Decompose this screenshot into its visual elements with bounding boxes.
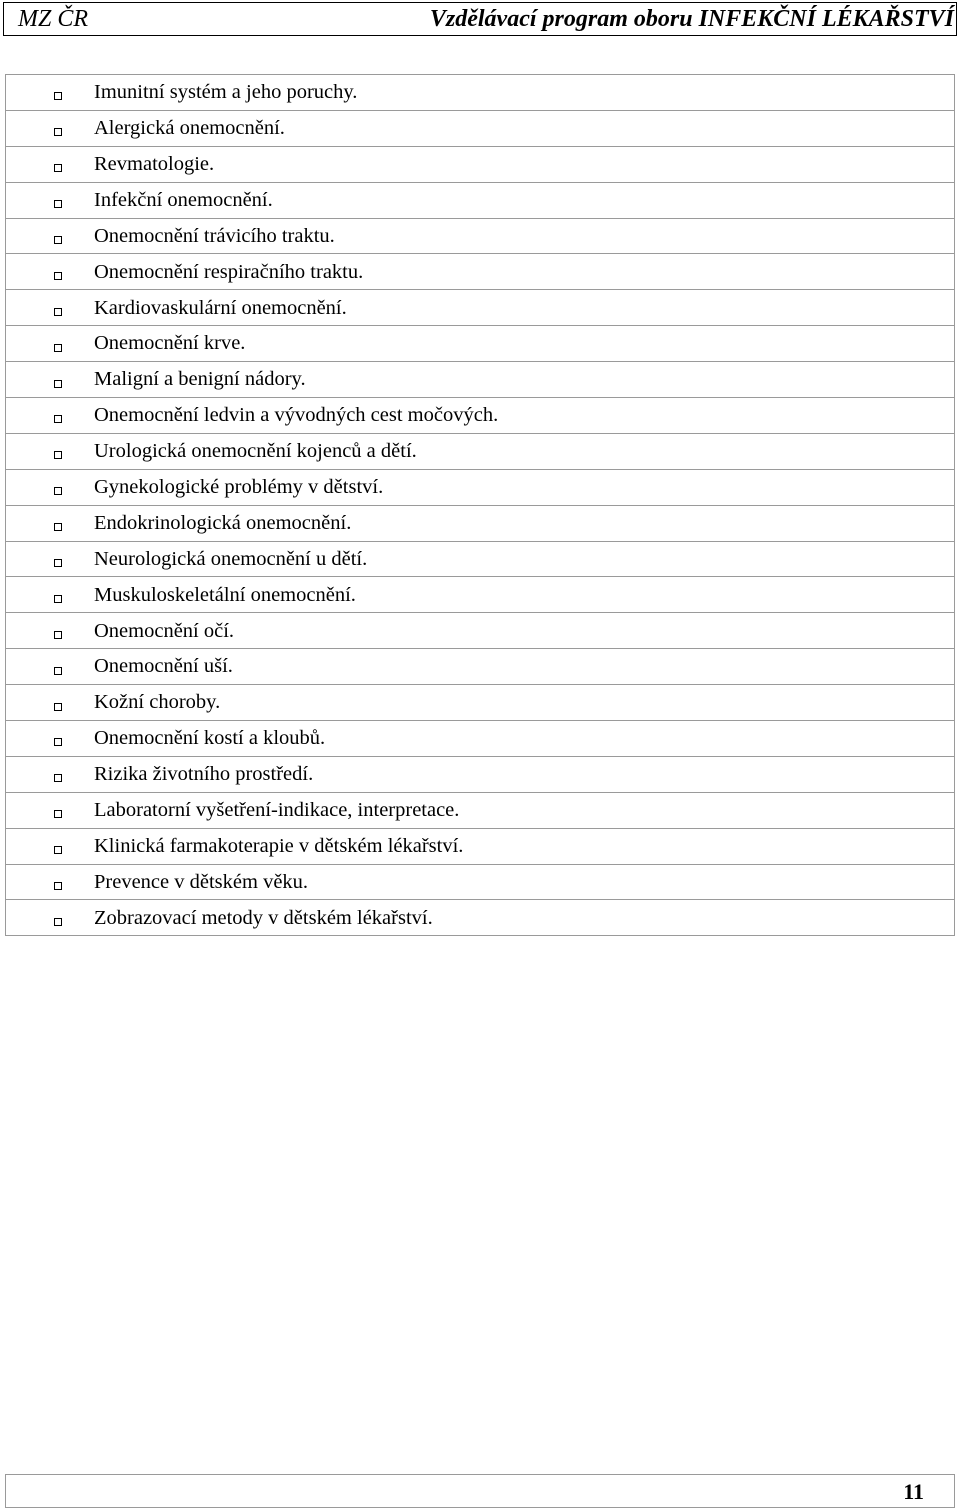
topic-cell <box>6 75 955 111</box>
topic-cell <box>6 685 955 721</box>
topic-text: Imunitní systém a jeho poruchy. <box>94 81 358 104</box>
topic-cell <box>6 469 955 505</box>
header-program-title: Vzdělávací program oboru INFEKČNÍ LÉKAŘSTVÍ <box>429 5 954 32</box>
page-footer <box>5 1474 955 1508</box>
topic-cell <box>6 218 955 254</box>
topic-cell <box>6 828 955 864</box>
square-bullet-icon <box>54 882 62 890</box>
table-row <box>6 290 955 326</box>
square-bullet-icon <box>54 738 62 746</box>
page-header <box>3 2 957 36</box>
topic-text: Zobrazovací metody v dětském lékařství. <box>94 906 433 929</box>
table-row <box>6 505 955 541</box>
square-bullet-icon <box>54 200 62 208</box>
topic-cell <box>6 182 955 218</box>
page-number: 11 <box>903 1479 924 1504</box>
topic-cell <box>6 900 955 936</box>
square-bullet-icon <box>54 92 62 100</box>
square-bullet-icon <box>54 415 62 423</box>
topic-text: Kožní choroby. <box>94 691 221 714</box>
topic-text: Onemocnění očí. <box>94 619 235 642</box>
topic-text: Alergická onemocnění. <box>94 117 285 140</box>
table-row <box>6 433 955 469</box>
topic-text: Onemocnění krve. <box>94 332 246 355</box>
table-row <box>6 398 955 434</box>
topic-text: Gynekologické problémy v dětství. <box>94 475 384 498</box>
topic-cell <box>6 146 955 182</box>
table-row <box>6 362 955 398</box>
topic-cell <box>6 326 955 362</box>
topic-text: Revmatologie. <box>94 152 215 175</box>
square-bullet-icon <box>54 272 62 280</box>
square-bullet-icon <box>54 918 62 926</box>
square-bullet-icon <box>54 559 62 567</box>
topic-cell <box>6 398 955 434</box>
square-bullet-icon <box>54 667 62 675</box>
table-row <box>6 828 955 864</box>
square-bullet-icon <box>54 308 62 316</box>
square-bullet-icon <box>54 631 62 639</box>
topic-text: Prevence v dětském věku. <box>94 870 309 893</box>
square-bullet-icon <box>54 846 62 854</box>
topic-text: Onemocnění ledvin a vývodných cest močových. <box>94 404 499 427</box>
square-bullet-icon <box>54 810 62 818</box>
header-ministry-label: MZ ČR <box>18 5 89 32</box>
square-bullet-icon <box>54 703 62 711</box>
square-bullet-icon <box>54 380 62 388</box>
table-row <box>6 685 955 721</box>
table-row <box>6 864 955 900</box>
table-row <box>6 900 955 936</box>
square-bullet-icon <box>54 164 62 172</box>
topic-text: Infekční onemocnění. <box>94 188 273 211</box>
topic-cell <box>6 792 955 828</box>
topic-text: Urologická onemocnění kojenců a dětí. <box>94 440 417 463</box>
table-row <box>6 613 955 649</box>
table-row <box>6 721 955 757</box>
topic-cell <box>6 613 955 649</box>
square-bullet-icon <box>54 451 62 459</box>
topic-cell <box>6 721 955 757</box>
topic-text: Onemocnění trávicího traktu. <box>94 224 335 247</box>
topic-text: Onemocnění kostí a kloubů. <box>94 727 326 750</box>
topic-cell <box>6 864 955 900</box>
table-row <box>6 541 955 577</box>
topic-cell <box>6 649 955 685</box>
topic-cell <box>6 362 955 398</box>
square-bullet-icon <box>54 128 62 136</box>
table-row <box>6 146 955 182</box>
table-row <box>6 218 955 254</box>
square-bullet-icon <box>54 344 62 352</box>
square-bullet-icon <box>54 774 62 782</box>
table-row <box>6 756 955 792</box>
table-row <box>6 469 955 505</box>
table-row <box>6 182 955 218</box>
topic-text: Laboratorní vyšetření-indikace, interpretace. <box>94 799 460 821</box>
table-row <box>6 110 955 146</box>
topic-cell <box>6 756 955 792</box>
table-row <box>6 254 955 290</box>
topic-text: Muskuloskeletální onemocnění. <box>94 583 356 606</box>
topics-table <box>5 74 955 936</box>
topic-text: Endokrinologická onemocnění. <box>94 511 352 534</box>
topic-text: Rizika životního prostředí. <box>94 763 314 786</box>
topic-cell <box>6 577 955 613</box>
topic-cell <box>6 433 955 469</box>
topic-text: Onemocnění uší. <box>94 655 233 678</box>
square-bullet-icon <box>54 595 62 603</box>
square-bullet-icon <box>54 523 62 531</box>
square-bullet-icon <box>54 236 62 244</box>
table-row <box>6 577 955 613</box>
table-row <box>6 792 955 828</box>
topic-text: Kardiovaskulární onemocnění. <box>94 296 347 319</box>
table-row <box>6 649 955 685</box>
topic-cell <box>6 505 955 541</box>
topic-cell <box>6 110 955 146</box>
table-row <box>6 75 955 111</box>
square-bullet-icon <box>54 487 62 495</box>
topic-cell <box>6 254 955 290</box>
topic-text: Maligní a benigní nádory. <box>94 368 306 391</box>
topic-cell <box>6 290 955 326</box>
table-row <box>6 326 955 362</box>
topic-text: Klinická farmakoterapie v dětském lékařství. <box>94 834 464 857</box>
topic-text: Neurologická onemocnění u dětí. <box>94 547 368 570</box>
topic-cell <box>6 541 955 577</box>
topic-text: Onemocnění respiračního traktu. <box>94 260 364 283</box>
